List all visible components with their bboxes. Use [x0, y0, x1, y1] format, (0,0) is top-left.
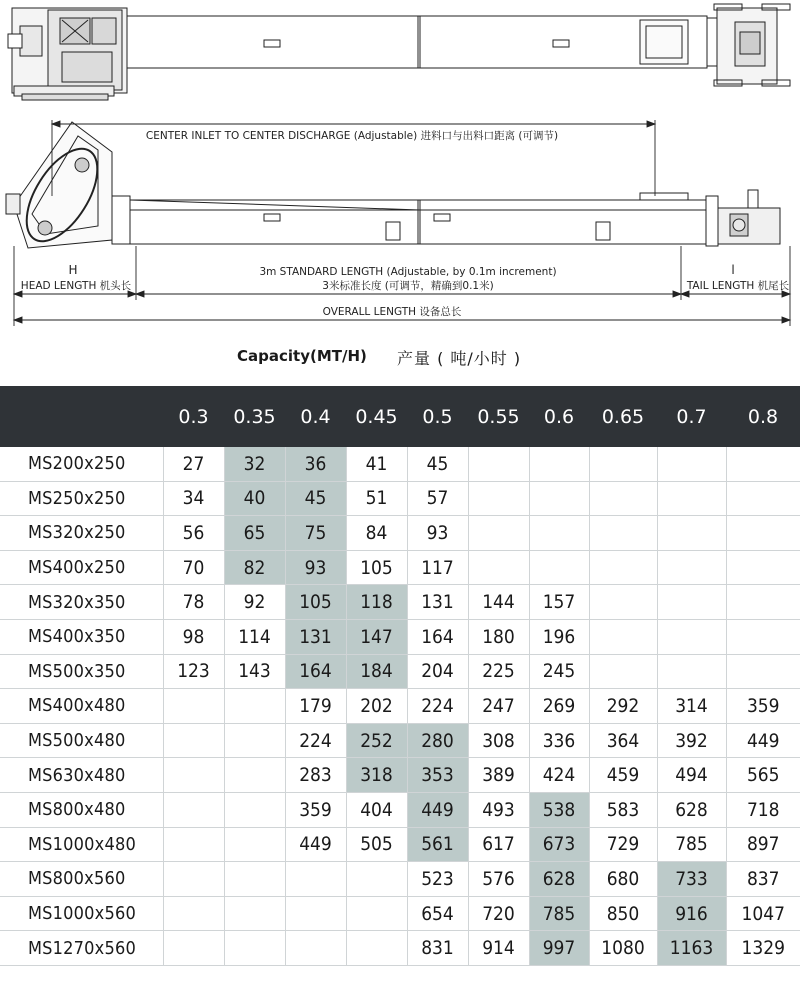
model-cell: MS800x560: [0, 862, 163, 897]
capacity-cell: 997: [529, 931, 589, 966]
model-cell: MS400x480: [0, 689, 163, 724]
capacity-cell: 1163: [657, 931, 726, 966]
model-header-cell: [0, 386, 163, 447]
table-row: [0, 481, 800, 516]
capacity-cell: [224, 689, 285, 724]
capacity-cell: 157: [529, 585, 589, 620]
capacity-cell: 336: [529, 723, 589, 758]
capacity-cell: 680: [589, 862, 657, 897]
capacity-cell: 283: [285, 758, 346, 793]
capacity-cell: [224, 931, 285, 966]
capacity-cell: 34: [163, 481, 224, 516]
capacity-cell: [346, 862, 407, 897]
capacity-cell: 318: [346, 758, 407, 793]
capacity-cell: [468, 481, 529, 516]
capacity-cell: 837: [726, 862, 800, 897]
tail-symbol: l: [731, 263, 735, 277]
capacity-cell: 617: [468, 827, 529, 862]
capacity-cell: [468, 447, 529, 481]
capacity-cell: [346, 896, 407, 931]
capacity-cell: [657, 481, 726, 516]
model-cell: MS400x250: [0, 550, 163, 585]
table-row: [0, 758, 800, 793]
capacity-cell: 914: [468, 931, 529, 966]
capacity-cell: 131: [285, 619, 346, 654]
capacity-cell: [589, 481, 657, 516]
capacity-cell: [163, 723, 224, 758]
capacity-table-wrap: [0, 386, 800, 966]
capacity-cell: [726, 550, 800, 585]
speed-header-cell: 0.5: [407, 386, 468, 447]
capacity-cell: 897: [726, 827, 800, 862]
capacity-cell: 364: [589, 723, 657, 758]
capacity-cell: 392: [657, 723, 726, 758]
capacity-cell: 1080: [589, 931, 657, 966]
capacity-cell: [163, 931, 224, 966]
capacity-cell: 56: [163, 516, 224, 551]
table-row: [0, 827, 800, 862]
capacity-cell: 65: [224, 516, 285, 551]
model-cell: MS400x350: [0, 619, 163, 654]
center-distance-label: CENTER INLET TO CENTER DISCHARGE (Adjustable) 进料口与出料口距离 (可调节): [145, 130, 559, 142]
capacity-cell: 164: [285, 654, 346, 689]
model-cell: MS500x350: [0, 654, 163, 689]
capacity-cell: 292: [589, 689, 657, 724]
capacity-cell: 98: [163, 619, 224, 654]
speed-header-cell: 0.6: [529, 386, 589, 447]
head-length-label: HEAD LENGTH 机头长: [20, 280, 132, 292]
model-cell: MS1000x560: [0, 896, 163, 931]
capacity-cell: 224: [407, 689, 468, 724]
capacity-cell: [589, 654, 657, 689]
capacity-title-cn: 产量 ( 吨/小时 ): [397, 349, 522, 368]
capacity-cell: 359: [285, 792, 346, 827]
capacity-cell: 51: [346, 481, 407, 516]
capacity-cell: 117: [407, 550, 468, 585]
capacity-cell: 144: [468, 585, 529, 620]
capacity-cell: [726, 481, 800, 516]
capacity-cell: [726, 619, 800, 654]
capacity-cell: 494: [657, 758, 726, 793]
capacity-cell: 184: [346, 654, 407, 689]
capacity-cell: 224: [285, 723, 346, 758]
table-row: [0, 896, 800, 931]
capacity-cell: 118: [346, 585, 407, 620]
capacity-cell: 583: [589, 792, 657, 827]
capacity-cell: 785: [529, 896, 589, 931]
capacity-cell: 180: [468, 619, 529, 654]
capacity-cell: 1329: [726, 931, 800, 966]
capacity-cell: 576: [468, 862, 529, 897]
capacity-cell: [657, 654, 726, 689]
capacity-cell: [346, 931, 407, 966]
capacity-cell: [224, 896, 285, 931]
capacity-cell: 70: [163, 550, 224, 585]
capacity-cell: [726, 447, 800, 481]
capacity-cell: 105: [285, 585, 346, 620]
capacity-cell: 654: [407, 896, 468, 931]
speed-header-cell: 0.45: [346, 386, 407, 447]
capacity-cell: 459: [589, 758, 657, 793]
capacity-cell: 245: [529, 654, 589, 689]
speed-header-row: [0, 386, 800, 447]
capacity-cell: 449: [726, 723, 800, 758]
capacity-cell: 114: [224, 619, 285, 654]
capacity-title: [0, 345, 800, 371]
capacity-cell: [163, 792, 224, 827]
capacity-cell: 673: [529, 827, 589, 862]
capacity-cell: [224, 758, 285, 793]
capacity-cell: [589, 585, 657, 620]
model-cell: MS200x250: [0, 447, 163, 481]
capacity-cell: 27: [163, 447, 224, 481]
capacity-cell: 916: [657, 896, 726, 931]
model-cell: MS320x350: [0, 585, 163, 620]
capacity-cell: 32: [224, 447, 285, 481]
capacity-cell: 720: [468, 896, 529, 931]
capacity-cell: [589, 550, 657, 585]
table-row: [0, 723, 800, 758]
table-row: [0, 654, 800, 689]
model-cell: MS1000x480: [0, 827, 163, 862]
capacity-cell: 850: [589, 896, 657, 931]
capacity-cell: [224, 862, 285, 897]
capacity-cell: 449: [285, 827, 346, 862]
capacity-cell: 1047: [726, 896, 800, 931]
capacity-table-body: [0, 447, 800, 965]
speed-header-cell: 0.35: [224, 386, 285, 447]
capacity-cell: [726, 654, 800, 689]
capacity-cell: 202: [346, 689, 407, 724]
capacity-cell: 204: [407, 654, 468, 689]
capacity-cell: 269: [529, 689, 589, 724]
model-cell: MS1270x560: [0, 931, 163, 966]
standard-length-label-cn: 3米标准长度 (可调节，精确到0.1米): [322, 280, 494, 292]
capacity-cell: 93: [285, 550, 346, 585]
capacity-cell: 40: [224, 481, 285, 516]
table-row: [0, 862, 800, 897]
capacity-cell: [285, 931, 346, 966]
speed-header-cell: 0.3: [163, 386, 224, 447]
capacity-cell: 105: [346, 550, 407, 585]
capacity-cell: [657, 550, 726, 585]
capacity-cell: 505: [346, 827, 407, 862]
table-row: [0, 585, 800, 620]
capacity-cell: 57: [407, 481, 468, 516]
table-row: [0, 689, 800, 724]
capacity-cell: 538: [529, 792, 589, 827]
table-row: [0, 619, 800, 654]
model-cell: MS500x480: [0, 723, 163, 758]
capacity-table: [0, 386, 800, 966]
capacity-cell: [285, 862, 346, 897]
capacity-cell: [529, 516, 589, 551]
capacity-cell: [657, 516, 726, 551]
capacity-cell: 359: [726, 689, 800, 724]
capacity-cell: 45: [285, 481, 346, 516]
capacity-cell: [529, 481, 589, 516]
capacity-cell: [589, 516, 657, 551]
capacity-cell: [163, 758, 224, 793]
capacity-cell: [529, 447, 589, 481]
capacity-cell: 561: [407, 827, 468, 862]
capacity-cell: 78: [163, 585, 224, 620]
table-row: [0, 447, 800, 481]
capacity-cell: [529, 550, 589, 585]
overall-length-label: OVERALL LENGTH 设备总长: [322, 306, 462, 318]
capacity-title-en: Capacity(MT/H): [237, 347, 367, 365]
capacity-cell: [163, 862, 224, 897]
capacity-cell: 147: [346, 619, 407, 654]
model-cell: MS800x480: [0, 792, 163, 827]
capacity-cell: [657, 585, 726, 620]
capacity-cell: 75: [285, 516, 346, 551]
speed-header-cell: 0.8: [726, 386, 800, 447]
capacity-cell: [224, 792, 285, 827]
capacity-cell: 179: [285, 689, 346, 724]
capacity-cell: 280: [407, 723, 468, 758]
speed-header-cell: 0.65: [589, 386, 657, 447]
capacity-cell: 164: [407, 619, 468, 654]
capacity-cell: [224, 827, 285, 862]
capacity-cell: 93: [407, 516, 468, 551]
capacity-cell: [657, 619, 726, 654]
capacity-cell: 449: [407, 792, 468, 827]
capacity-cell: 225: [468, 654, 529, 689]
capacity-cell: 45: [407, 447, 468, 481]
speed-header-cell: 0.55: [468, 386, 529, 447]
capacity-cell: [726, 585, 800, 620]
table-row: [0, 931, 800, 966]
capacity-cell: 131: [407, 585, 468, 620]
table-row: [0, 792, 800, 827]
capacity-cell: [589, 447, 657, 481]
capacity-cell: 84: [346, 516, 407, 551]
capacity-cell: 628: [657, 792, 726, 827]
capacity-cell: 143: [224, 654, 285, 689]
capacity-cell: 404: [346, 792, 407, 827]
capacity-cell: [163, 896, 224, 931]
capacity-cell: 733: [657, 862, 726, 897]
capacity-cell: 729: [589, 827, 657, 862]
capacity-cell: 523: [407, 862, 468, 897]
capacity-cell: 308: [468, 723, 529, 758]
capacity-cell: 565: [726, 758, 800, 793]
capacity-cell: [726, 516, 800, 551]
capacity-cell: [224, 723, 285, 758]
model-cell: MS250x250: [0, 481, 163, 516]
capacity-cell: 252: [346, 723, 407, 758]
capacity-cell: 389: [468, 758, 529, 793]
capacity-cell: 831: [407, 931, 468, 966]
capacity-cell: [163, 689, 224, 724]
table-row: [0, 550, 800, 585]
capacity-cell: 353: [407, 758, 468, 793]
model-cell: MS630x480: [0, 758, 163, 793]
standard-length-label-en: 3m STANDARD LENGTH (Adjustable, by 0.1m increment): [259, 266, 557, 278]
speed-header-cell: 0.4: [285, 386, 346, 447]
capacity-cell: [285, 896, 346, 931]
conveyor-drawing: [0, 0, 800, 340]
capacity-cell: 92: [224, 585, 285, 620]
capacity-cell: 41: [346, 447, 407, 481]
capacity-cell: [163, 827, 224, 862]
top-view: [8, 4, 790, 100]
capacity-cell: 785: [657, 827, 726, 862]
speed-header-cell: 0.7: [657, 386, 726, 447]
capacity-cell: 314: [657, 689, 726, 724]
capacity-cell: [589, 619, 657, 654]
capacity-cell: 493: [468, 792, 529, 827]
capacity-cell: 247: [468, 689, 529, 724]
table-row: [0, 516, 800, 551]
capacity-cell: 718: [726, 792, 800, 827]
capacity-cell: 36: [285, 447, 346, 481]
tail-length-label: TAIL LENGTH 机尾长: [686, 280, 790, 292]
head-symbol: H: [68, 263, 78, 277]
capacity-cell: 628: [529, 862, 589, 897]
capacity-cell: 424: [529, 758, 589, 793]
capacity-cell: [468, 550, 529, 585]
capacity-cell: 196: [529, 619, 589, 654]
capacity-cell: [657, 447, 726, 481]
capacity-cell: 82: [224, 550, 285, 585]
capacity-cell: 123: [163, 654, 224, 689]
capacity-cell: [468, 516, 529, 551]
model-cell: MS320x250: [0, 516, 163, 551]
